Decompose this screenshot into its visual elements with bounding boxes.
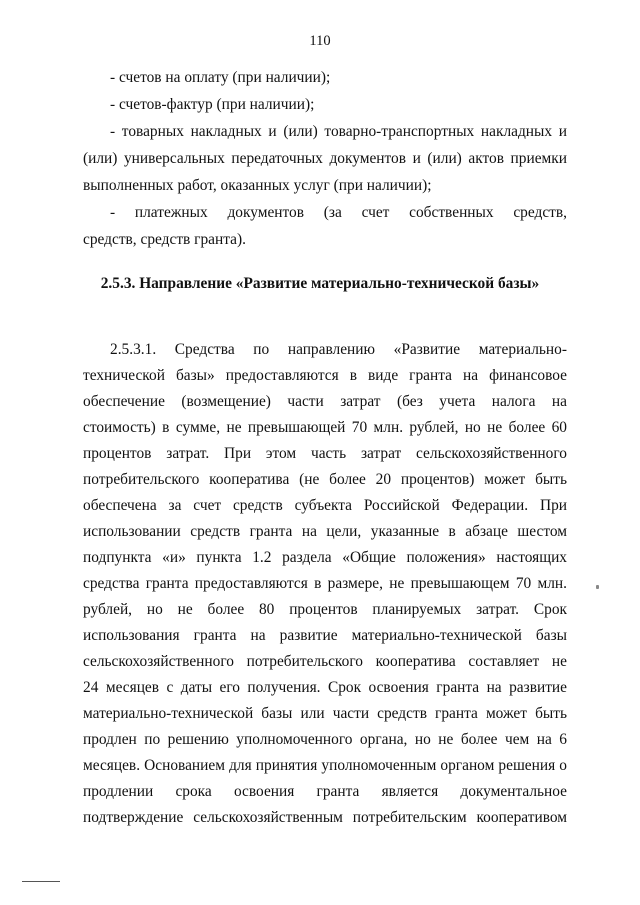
list-item: - счетов на оплату (при наличии);	[110, 69, 331, 86]
list-item-continuation: средств, средств гранта).	[83, 231, 246, 248]
paragraph-line: 24 месяцев с даты его получения. Срок освоения гранта на развитие	[83, 679, 567, 696]
paragraph-line: сельскохозяйственного потребительского кооператива составляет не	[83, 653, 567, 670]
list-item: - счетов-фактур (при наличии);	[110, 96, 315, 113]
paragraph-line: материально-технической базы или части средств гранта может быть	[83, 705, 567, 722]
paragraph-line: обеспечена за счет средств субъекта Российской Федерации. При	[83, 497, 567, 514]
page-number: 110	[309, 33, 331, 49]
paragraph-line: месяцев. Основанием для принятия уполномоченным органом решения о	[83, 757, 567, 774]
paragraph-line: подтверждение сельскохозяйственным потребительским кооперативом	[83, 809, 567, 826]
paragraph-line: использовании средств гранта на цели, указанные в абзаце шестом	[83, 523, 567, 540]
paragraph-line: стоимость) в сумме, не превышающей 70 млн. рублей, но не более 60	[83, 419, 567, 436]
paragraph-line: использования гранта на развитие материально-технической базы	[83, 627, 567, 644]
section-heading: 2.5.3. Направление «Развитие материально-технической базы»	[100, 275, 540, 292]
paragraph-line: потребительского кооператива (не более 20 процентов) может быть	[83, 471, 567, 488]
paragraph-line: продлен по решению уполномоченного органа, но не более чем на 6	[83, 731, 567, 748]
scan-artifact	[596, 585, 599, 589]
list-item-continuation: (или) универсальных передаточных документов и (или) актов приемки	[83, 150, 567, 167]
paragraph-line: подпункта «и» пункта 1.2 раздела «Общие положения» настоящих	[83, 549, 567, 566]
paragraph-line: средства гранта предоставляются в размере, не превышающем 70 млн.	[83, 575, 567, 592]
paragraph-line: продлении срока освоения гранта является документальное	[83, 783, 567, 800]
list-item-continuation: выполненных работ, оказанных услуг (при наличии);	[83, 177, 432, 194]
list-item: - платежных документов (за счет собственных средств,	[110, 204, 567, 221]
paragraph-line: рублей, но не более 80 процентов планируемых затрат. Срок	[83, 601, 567, 618]
paragraph-line: процентов затрат. При этом часть затрат сельскохозяйственного	[83, 445, 567, 462]
paragraph-line: технической базы» предоставляются в виде гранта на финансовое	[83, 367, 567, 384]
paragraph-line: обеспечение (возмещение) части затрат (без учета налога на	[83, 393, 567, 410]
paragraph-line: 2.5.3.1. Средства по направлению «Развитие материально-	[110, 341, 567, 358]
scan-artifact	[22, 881, 60, 882]
list-item: - товарных накладных и (или) товарно-транспортных накладных и	[110, 123, 567, 140]
